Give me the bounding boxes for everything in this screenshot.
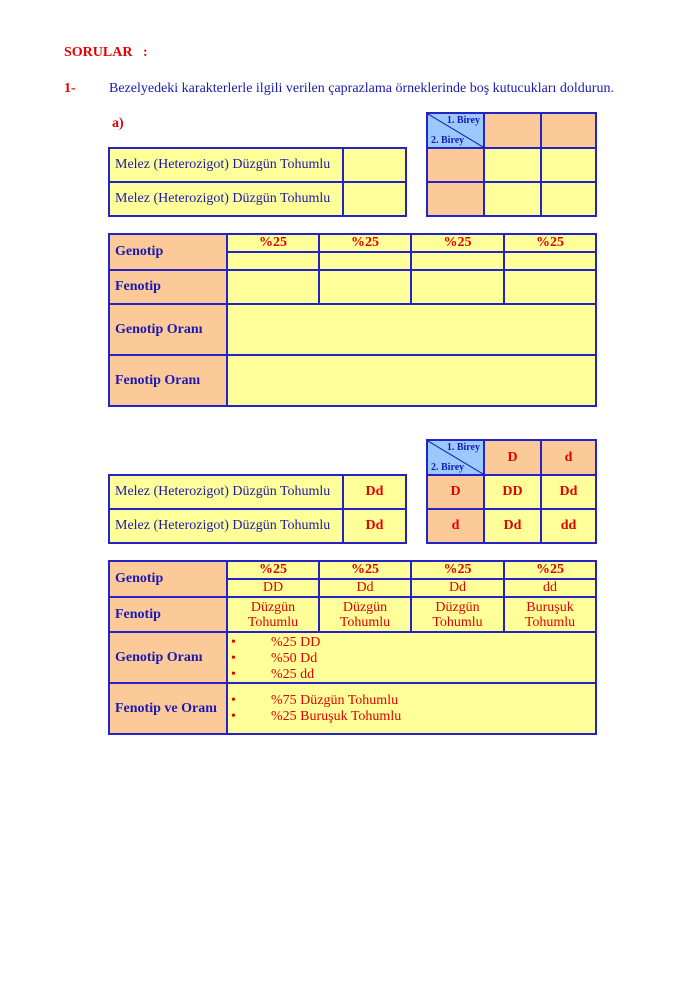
cross2-phenotype-3: Düzgün Tohumlu	[410, 596, 505, 633]
cross2-fenotip-orani-label: Fenotip ve Oranı	[108, 682, 228, 735]
cross2-genotip-orani-value	[226, 631, 597, 684]
cross1-parent2-label: Melez (Heterozigot) Düzgün Tohumlu	[108, 181, 344, 217]
cross2-phenotype-1: Düzgün Tohumlu	[226, 596, 320, 633]
cross2-parent2-label: Melez (Heterozigot) Düzgün Tohumlu	[108, 508, 344, 544]
fenotip-orani-item: • %75 Düzgün Tohumlu	[231, 693, 399, 708]
cross1-fenotip-orani-label: Fenotip Oranı	[108, 354, 228, 407]
cross2-percent-1: %25	[226, 560, 320, 580]
cross2-phenotype-2: Düzgün Tohumlu	[318, 596, 412, 633]
cross1-percent-4: %25	[503, 233, 597, 253]
cross2-genotype-4: dd	[503, 578, 597, 598]
cross2-fenotip-label: Fenotip	[108, 596, 228, 633]
cross1-parent2-genotype	[342, 181, 407, 217]
cross1-percent-2: %25	[318, 233, 412, 253]
cross2-col-header-2: d	[540, 439, 597, 476]
cross1-percent-1: %25	[226, 233, 320, 253]
cross1-col-header-1	[483, 112, 542, 149]
cross1-percent-3: %25	[410, 233, 505, 253]
cross2-corner-bottom: 2. Birey	[431, 462, 465, 473]
genotip-orani-item: • %25 DD	[231, 635, 321, 650]
cross1-genotype-4	[503, 251, 597, 271]
cross2-corner-top: 1. Birey	[446, 442, 480, 453]
cross1-cell-1-2	[540, 147, 597, 183]
cross2-cell-1-2: Dd	[540, 474, 597, 510]
cross1-corner-bottom: 2. Birey	[431, 135, 465, 146]
cross2-percent-4: %25	[503, 560, 597, 580]
cross1-cell-2-1	[483, 181, 542, 217]
cross1-phenotype-2	[318, 269, 412, 305]
cross2-fenotip-orani-value	[226, 682, 597, 735]
cross2-parent1-genotype: Dd	[342, 474, 407, 510]
cross2-genotype-1: DD	[226, 578, 320, 598]
cross2-percent-3: %25	[410, 560, 505, 580]
cross1-cell-1-1	[483, 147, 542, 183]
cross2-col-header-1: D	[483, 439, 542, 476]
cross1-genotype-2	[318, 251, 412, 271]
cross2-genotype-3: Dd	[410, 578, 505, 598]
cross1-phenotype-4	[503, 269, 597, 305]
cross2-phenotype-4: Buruşuk Tohumlu	[503, 596, 597, 633]
cross1-fenotip-label: Fenotip	[108, 269, 228, 305]
cross1-phenotype-3	[410, 269, 505, 305]
cross1-cell-2-2	[540, 181, 597, 217]
part-a-label: a)	[112, 116, 124, 131]
cross1-corner-top: 1. Birey	[446, 115, 480, 126]
cross2-cell-1-1: DD	[483, 474, 542, 510]
cross1-phenotype-1	[226, 269, 320, 305]
cross2-parent2-genotype: Dd	[342, 508, 407, 544]
cross2-row-header-2: d	[426, 508, 485, 544]
cross1-genotip-orani-label: Genotip Oranı	[108, 303, 228, 356]
cross1-genotype-1	[226, 251, 320, 271]
cross2-cell-2-1: Dd	[483, 508, 542, 544]
page-title: SORULAR :	[64, 45, 148, 60]
cross1-genotype-3	[410, 251, 505, 271]
cross2-genotip-orani-label: Genotip Oranı	[108, 631, 228, 684]
fenotip-orani-item: • %25 Buruşuk Tohumlu	[231, 709, 402, 724]
cross2-cell-2-2: dd	[540, 508, 597, 544]
genotip-orani-item: • %50 Dd	[231, 651, 318, 666]
cross1-col-header-2	[540, 112, 597, 149]
cross1-parent1-genotype	[342, 147, 407, 183]
genotip-orani-item: • %25 dd	[231, 667, 315, 682]
cross1-genotip-orani-value	[226, 303, 597, 356]
cross1-fenotip-orani-value	[226, 354, 597, 407]
cross1-row-header-2	[426, 181, 485, 217]
cross1-row-header-1	[426, 147, 485, 183]
cross1-genotip-label: Genotip	[108, 233, 228, 271]
cross2-percent-2: %25	[318, 560, 412, 580]
cross2-parent1-label: Melez (Heterozigot) Düzgün Tohumlu	[108, 474, 344, 510]
cross2-genotip-label: Genotip	[108, 560, 228, 598]
cross2-row-header-1: D	[426, 474, 485, 510]
cross1-punnett-corner	[426, 112, 485, 149]
cross2-genotype-2: Dd	[318, 578, 412, 598]
question-text: Bezelyedeki karakterlerle ilgili verilen çaprazlama örneklerinde boş kutucukları doldurun.	[109, 81, 614, 96]
cross2-punnett-corner	[426, 439, 485, 476]
cross1-parent1-label: Melez (Heterozigot) Düzgün Tohumlu	[108, 147, 344, 183]
question-number: 1-	[64, 81, 76, 96]
